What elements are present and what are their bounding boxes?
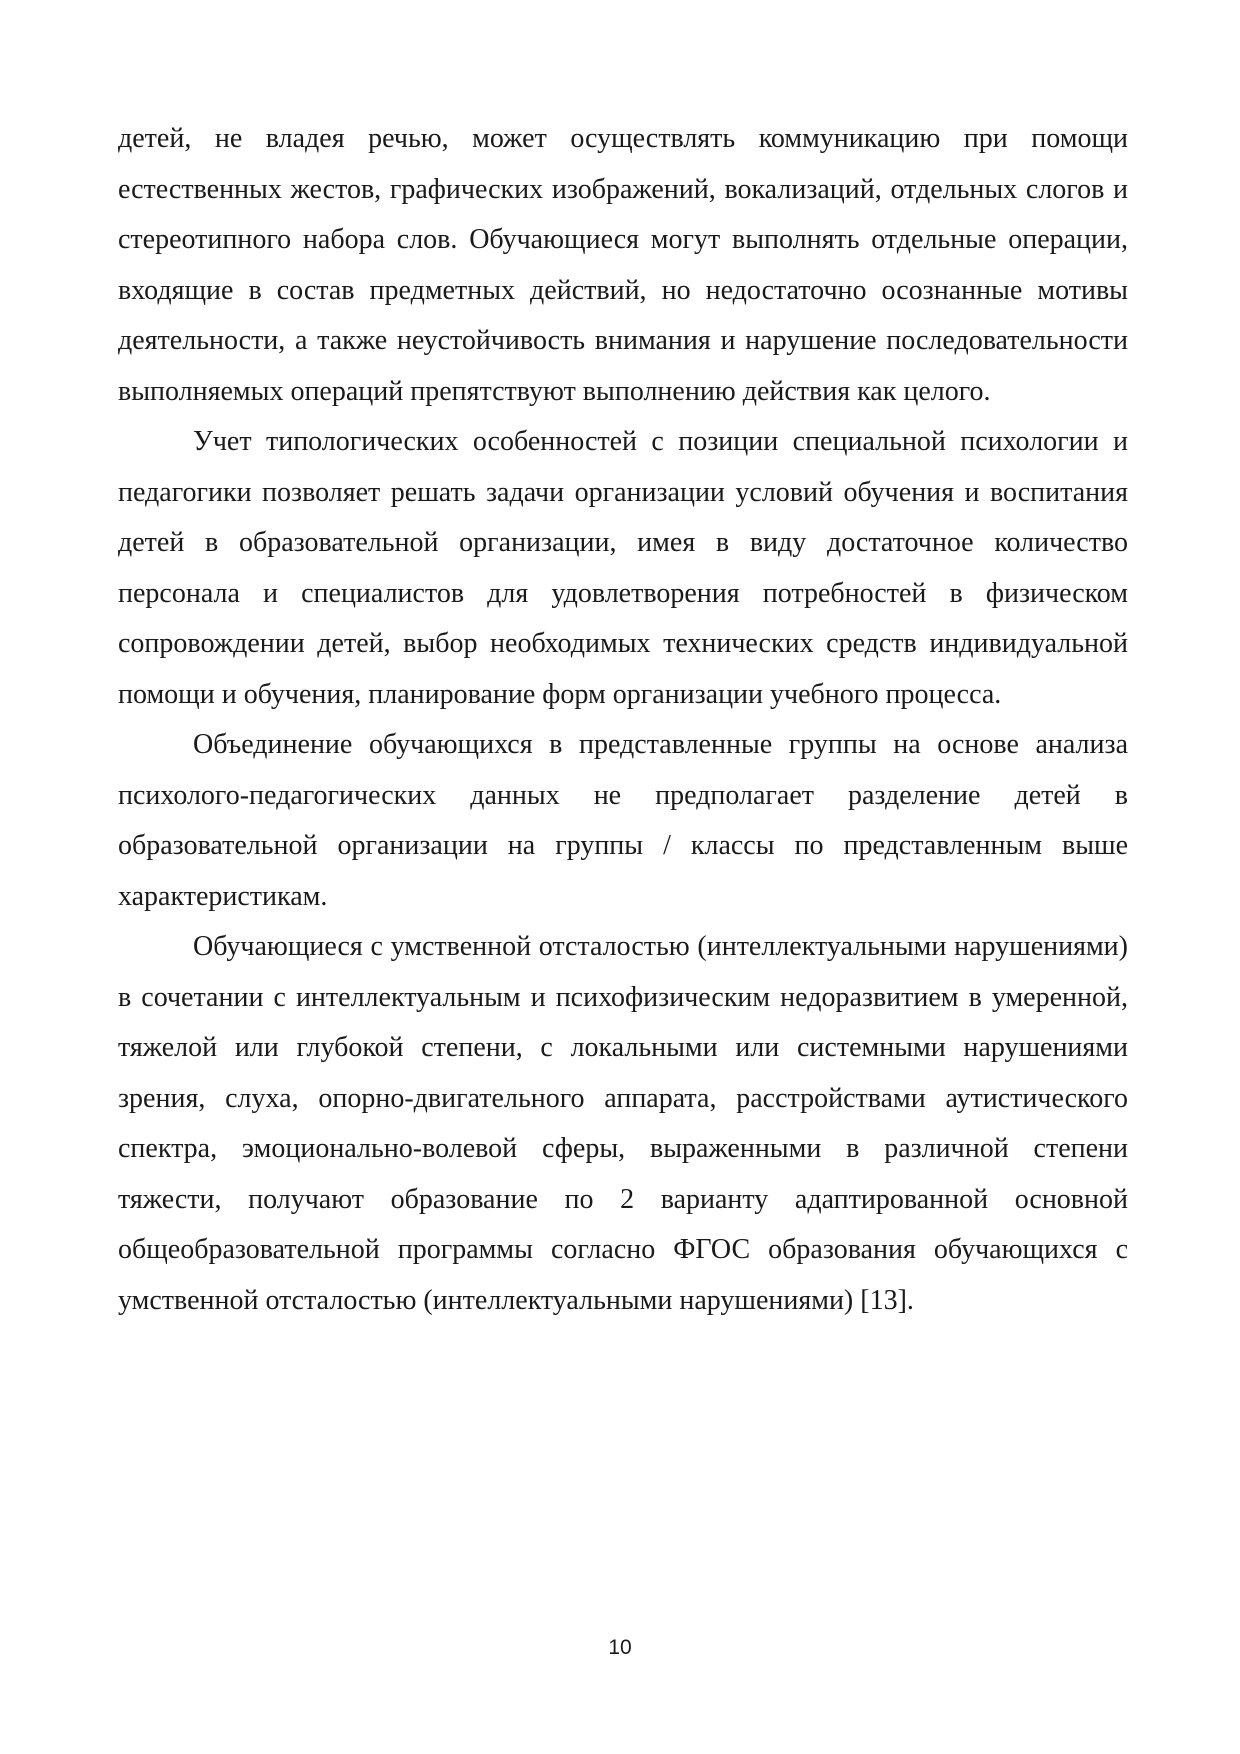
paragraph-continuation: детей, не владея речью, может осуществлять коммуникацию при помощи естественных жестов, графических изображений, вокализаций, отдельных слогов и стереотипного набора слов. Обучающиеся могут выполнять отдельные операции, входящие в состав предметных действий, но недостаточно осознанные мотивы деятельности, а также неустойчивость внимания и нарушение последовательности выполняемых операций препятствуют выполнению действия как целого.: [118, 123, 1128, 407]
paragraph-grouping: Объединение обучающихся в представленные группы на основе анализа психолого-педагогических данных не предполагает разделение детей в образовательной организации на группы / классы по представленным выше характеристикам.: [118, 729, 1128, 912]
paragraph-typological-features: Учет типологических особенностей с позиции специальной психологии и педагогики позволяет решать задачи организации условий обучения и воспитания детей в образовательной организации, имея в виду достаточное количество персонала и специалистов для удовлетворения потребностей в физическом сопровождении детей, выбор необходимых технических средств индивидуальной помощи и обучения, планирование форм организации учебного процесса.: [118, 426, 1128, 710]
page-number: 10: [608, 1636, 632, 1659]
body-text: [118, 114, 1128, 1326]
paragraph-education-variant: Обучающиеся с умственной отсталостью (интеллектуальными нарушениями) в сочетании с интеллектуальным и психофизическим недоразвитием в умеренной, тяжелой или глубокой степени, с локальными или системными нарушениями зрения, слуха, опорно-двигательного аппарата, расстройствами аутистического спектра, эмоционально-волевой сферы, выраженными в различной степени тяжести, получают образование по 2 варианту адаптированной основной общеобразовательной программы согласно ФГОС образования обучающихся с умственной отсталостью (интеллектуальными нарушениями) [13].: [118, 931, 1128, 1316]
